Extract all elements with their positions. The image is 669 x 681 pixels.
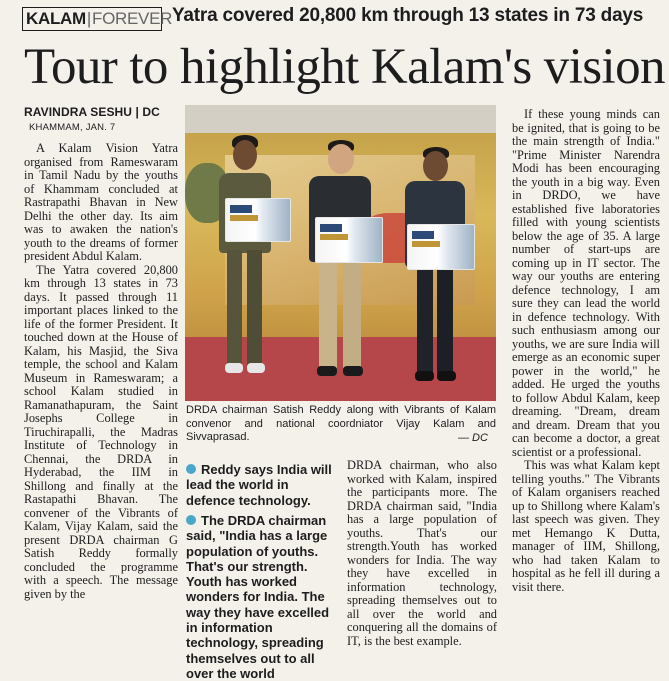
photo-credit: — DC: [458, 432, 488, 444]
strap-headline: Yatra covered 20,800 km through 13 states in 73 days: [172, 5, 644, 26]
article-column-3: [347, 459, 497, 669]
caption-text: DRDA chairman Satish Reddy along with Vibrants of Kalam convenor and national coordniator Vijay Kalam and Sivvaprasad.: [186, 404, 496, 443]
kicker-divider: |: [86, 9, 92, 28]
kicker-left: KALAM: [26, 9, 86, 28]
dateline: KHAMMAM, JAN. 7: [29, 122, 116, 133]
person-left: [215, 135, 275, 385]
bullet-dot-icon: [186, 515, 196, 525]
news-photo: [185, 105, 496, 401]
paragraph: The Yatra covered 20,800 km through 13 states in 73 days. It passed through 11 important places linked to the life of the former President. It touched down at the House of Kalam, his Masjid, the Siva temple, the school and Kalam Museum in Rameswaram; a school Kalam studied in Ramanathapuram, the Saint Josephs College in Tiruchirapalli, the Madras Institute of Technology in Chennai, the DRDA in Hyderabad, the IIM in Shillong and finally at the Rastapathi Bhavan. The convener of the Vibrants of Kalam, Vijay Kalam, said the present DRDA chairman G Satish Reddy formally concluded the programme with a speech. The message given by the: [24, 262, 178, 601]
bullet-dot-icon: [186, 464, 196, 474]
article-column-1: [24, 142, 178, 669]
paragraph: A Kalam Vision Yatra organised from Rameswaram in Tamil Nadu by the youths of Khammam concluded at Rastrapathi Bhavan in New Delhi the other day. Its aim was to awaken the nation's youth to the dreams of former president Abdul Kalam.: [24, 141, 178, 263]
photo-caption: [186, 404, 496, 445]
highlight-2: [186, 513, 336, 681]
article-column-4: [512, 108, 660, 669]
highlight-1: [186, 462, 336, 508]
highlight-text: Reddy says India will lead the world in defence technology.: [186, 462, 332, 508]
headline: Tour to highlight Kalam's vision: [24, 39, 665, 95]
paragraph: This was what Kalam kept telling youths." The Vibrants of Kalam organisers reached up to Shillong where Kalam's last speech was given. They met Hemango K Dutta, manager of IIM, Shillong, who had taken Kalam to hospital as he fell ill during a visit there.: [512, 458, 660, 594]
section-kicker: [22, 7, 173, 31]
byline-author: RAVINDRA SESHU | DC: [24, 105, 160, 119]
paragraph: If these young minds can be ignited, that is going to be the main strength of India." "Prime Minister Narendra Modi has been encouraging the youth in a big way. Even in DRDO, we have established five laboratories filled with young scientists below the age of 35. A large number of start-ups are coming up in IT sector. The way our youths are entering defence technology, I am sure they can lead the world in defence technology. With such enthusiasm among our youths, we are sure India will emerge as an economic super power in the world," he added. He urged the youths to follow Abdul Kalam, keep dreaming. "Dream, dream and dream. Dream that you can become a doctor, a great scientist or a professional.: [512, 107, 660, 459]
book-card-right: [407, 224, 475, 270]
paragraph: DRDA chairman, who also worked with Kalam, inspired the participants more. The DRDA chairman said, "India has a large population of youths. That's our strength.Youth has worked wonders for India. The way they have excelled in information technology, spreading themselves out to all over the world and conquering all the domains of IT, is the best example.: [347, 458, 497, 648]
book-card-center: [315, 217, 383, 263]
book-card-left: [225, 198, 291, 242]
kicker-right: FOREVER: [92, 9, 173, 28]
highlight-text: The DRDA chairman said, "India has a large population of youths. That's our strength. Youth has worked wonders for India. The way they have excelled in information technology, spreading themselves out to all over the world: [186, 513, 330, 681]
